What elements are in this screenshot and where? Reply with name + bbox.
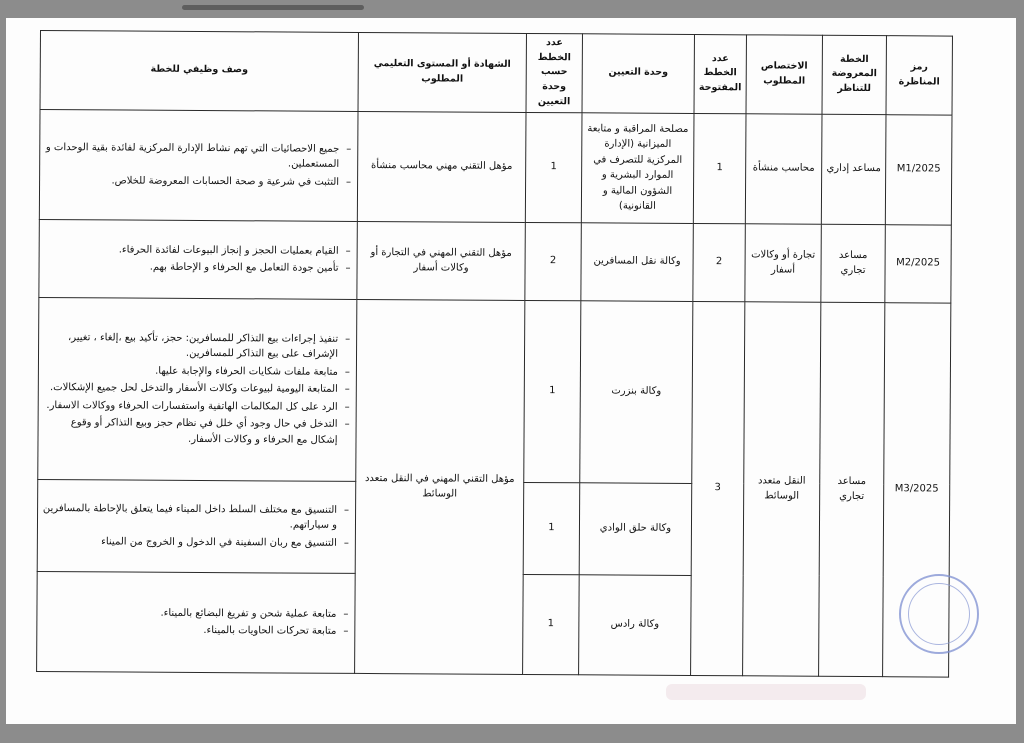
table-header-row xyxy=(40,31,952,115)
description-item: – القيام بعمليات الحجز و إنجاز البيوعات لفائدة الحرفاء. xyxy=(44,242,339,259)
specialty: محاسب منشأة xyxy=(745,113,822,223)
document-page xyxy=(6,18,1016,724)
official-stamp xyxy=(899,574,979,654)
description-item: – جميع الاحصائيات التي تهم نشاط الإدارة المركزية لفائدة بقية الوحدات و المستعملين. xyxy=(44,140,339,173)
assignment-unit: مصلحة المراقبة و متابعة الميزانية (الإدارة المركزية للتصرف في الموارد البشرية و الشؤون المالية و القانونية) xyxy=(581,112,694,223)
plan-title: مساعد إداري xyxy=(821,114,886,224)
required-degree: مؤهل التقني المهني في التجارة أو وكالات أسفار xyxy=(357,221,525,300)
job-description xyxy=(38,297,357,481)
unit-post-count: 1 xyxy=(524,300,581,482)
job-description xyxy=(37,479,356,573)
required-degree: مؤهل التقني المهني في النقل متعدد الوسائط xyxy=(355,299,525,674)
competition-code: M2/2025 xyxy=(885,224,951,302)
competition-code: M3/2025 xyxy=(883,302,951,676)
description-item: – التثبت في شرعية و صحة الحسابات المعروضة للخلاص. xyxy=(44,173,339,190)
table-row xyxy=(39,109,952,225)
description-item: – متابعة ملفات شكايات الحرفاء والإجابة عليها. xyxy=(43,363,338,380)
table-row xyxy=(39,219,951,303)
scroll-indicator[interactable] xyxy=(182,5,364,10)
job-description xyxy=(39,219,357,299)
specialty: النقل متعدد الوسائط xyxy=(743,301,821,675)
header-unit: وحدة التعيين xyxy=(582,34,694,113)
scan-smudge xyxy=(666,684,866,700)
description-item: – متابعة تحركات الحاويات بالميناء. xyxy=(41,622,336,639)
open-posts: 3 xyxy=(691,301,745,675)
open-posts: 1 xyxy=(693,113,746,223)
specialty: تجارة أو وكالات أسفار xyxy=(745,223,821,301)
unit-post-count: 1 xyxy=(523,482,580,574)
description-item: – متابعة عملية شحن و تفريغ البضائع بالميناء. xyxy=(41,605,336,622)
header-specialty: الاختصاص المطلوب xyxy=(746,35,822,114)
description-item: – التنسيق مع مختلف السلط داخل الميناء فيما يتعلق بالإحاطة بالمسافرين و سياراتهم. xyxy=(42,501,337,534)
job-description xyxy=(37,571,356,673)
header-open-posts: عدد الخطط المفتوحة xyxy=(694,34,746,113)
recruitment-plan-table xyxy=(36,30,953,677)
competition-code: M1/2025 xyxy=(885,114,952,224)
description-item: – تنفيذ إجراءات بيع التذاكر للمسافرين: حجز، تأكيد بيع ،إلغاء ، تغيير، الإشراف على بيع التذاكر للمسافرين. xyxy=(43,330,338,363)
header-plan: الخطة المعروضة للتناظر xyxy=(822,35,886,114)
header-description: وصف وظيفي للخطة xyxy=(40,31,358,112)
plan-title: مساعد تجاري xyxy=(819,302,885,676)
job-description xyxy=(39,109,358,221)
unit-post-count: 2 xyxy=(525,222,581,300)
description-item: – المتابعة اليومية لبيوعات وكالات الأسفار والتدخل لحل جميع الإشكالات. xyxy=(43,380,338,397)
assignment-unit: وكالة بنزرت xyxy=(580,300,693,483)
required-degree: مؤهل التقني مهني محاسب منشأة xyxy=(357,111,526,222)
assignment-unit: وكالة رادس xyxy=(579,574,692,675)
unit-post-count: 1 xyxy=(525,112,582,222)
header-degree: الشهادة أو المستوى التعليمي المطلوب xyxy=(358,32,526,112)
description-item: – التدخل في حال وجود أي خلل في نظام حجز وبيع التذاكر أو وقوع إشكال مع الحرفاء و وكالات الأسفار. xyxy=(42,415,337,448)
description-item: – تأمين جودة التعامل مع الحرفاء و الإحاطة بهم. xyxy=(44,259,339,276)
header-code: رمز المناظرة xyxy=(886,36,952,115)
open-posts: 2 xyxy=(693,223,745,301)
unit-post-count: 1 xyxy=(523,574,580,674)
assignment-unit: وكالة نقل المسافرين xyxy=(581,222,693,301)
description-item: – الرد على كل المكالمات الهاتفية واستفسارات الحرفاء ووكالات الاسفار. xyxy=(43,398,338,415)
table-row xyxy=(38,297,951,485)
header-unit-count: عدد الخطط حسب وحدة التعيين xyxy=(526,33,582,112)
plan-title: مساعد تجاري xyxy=(821,224,885,302)
assignment-unit: وكالة حلق الوادي xyxy=(579,482,692,575)
description-item: – التنسيق مع ربان السفينة في الدخول و الخروج من الميناء xyxy=(42,534,337,551)
